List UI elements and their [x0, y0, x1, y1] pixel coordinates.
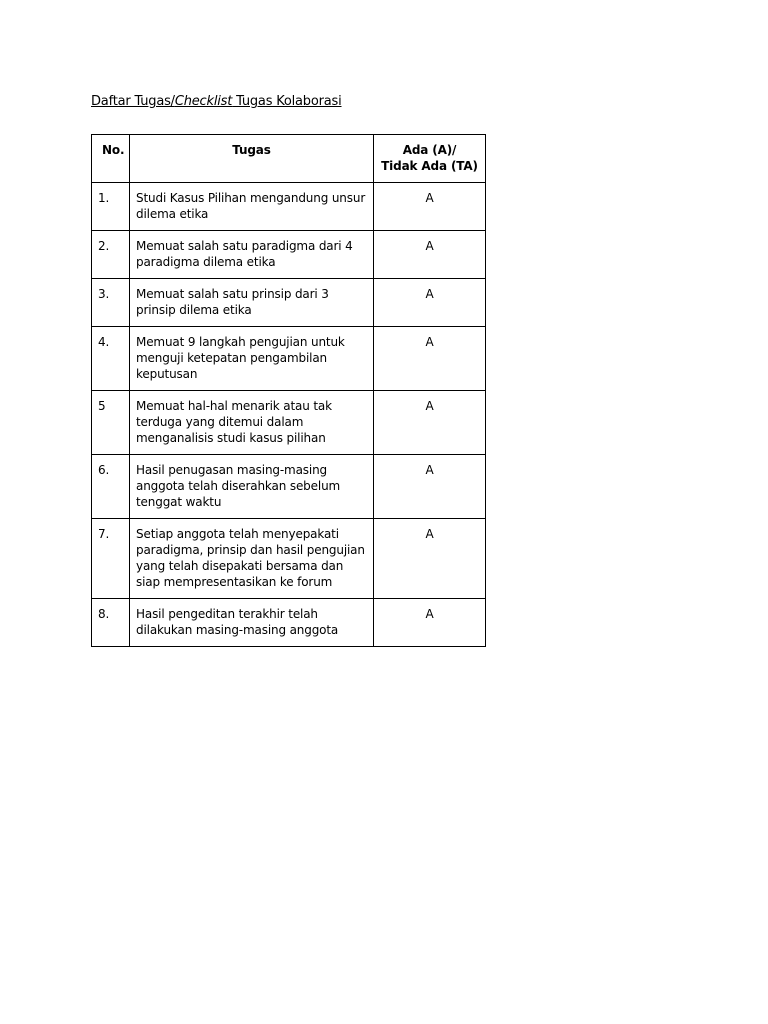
- header-no: No.: [92, 135, 130, 183]
- row-number: 2.: [92, 231, 130, 279]
- row-number: 5: [92, 391, 130, 455]
- row-status: A: [374, 455, 486, 519]
- row-number: 1.: [92, 183, 130, 231]
- page-title: [91, 94, 342, 109]
- row-task: Memuat salah satu paradigma dari 4 paradigma dilema etika: [130, 231, 374, 279]
- title-part-2: Checklist: [174, 94, 233, 109]
- row-task: Memuat salah satu prinsip dari 3 prinsip dilema etika: [130, 279, 374, 327]
- row-number: 8.: [92, 599, 130, 647]
- row-task: Hasil penugasan masing-masing anggota telah diserahkan sebelum tenggat waktu: [130, 455, 374, 519]
- row-status: A: [374, 599, 486, 647]
- table-row: [92, 599, 486, 647]
- row-task: Memuat 9 langkah pengujian untuk menguji ketepatan pengambilan keputusan: [130, 327, 374, 391]
- table-row: [92, 327, 486, 391]
- row-number: 6.: [92, 455, 130, 519]
- title-part-3: Tugas Kolaborasi: [232, 94, 342, 109]
- title-part-1: Daftar Tugas/: [91, 94, 175, 109]
- header-row: [92, 135, 486, 183]
- row-status: A: [374, 327, 486, 391]
- checklist-table: [91, 134, 486, 647]
- row-task: Setiap anggota telah menyepakati paradigma, prinsip dan hasil pengujian yang telah disepakati bersama dan siap mempresentasikan ke forum: [130, 519, 374, 599]
- row-number: 7.: [92, 519, 130, 599]
- row-status: A: [374, 391, 486, 455]
- table-row: [92, 279, 486, 327]
- table-row: [92, 183, 486, 231]
- row-status: A: [374, 183, 486, 231]
- row-status: A: [374, 279, 486, 327]
- table-row: [92, 455, 486, 519]
- row-number: 3.: [92, 279, 130, 327]
- header-status: [374, 135, 486, 183]
- row-task: Hasil pengeditan terakhir telah dilakukan masing-masing anggota: [130, 599, 374, 647]
- table-row: [92, 391, 486, 455]
- row-number: 4.: [92, 327, 130, 391]
- row-task: Memuat hal-hal menarik atau tak terduga yang ditemui dalam menganalisis studi kasus pilihan: [130, 391, 374, 455]
- row-status: A: [374, 519, 486, 599]
- row-status: A: [374, 231, 486, 279]
- table-row: [92, 231, 486, 279]
- header-task: Tugas: [130, 135, 374, 183]
- header-status-line-1: Ada (A)/: [402, 143, 457, 157]
- table-row: [92, 519, 486, 599]
- header-status-line-2: Tidak Ada (TA): [381, 159, 478, 173]
- row-task: Studi Kasus Pilihan mengandung unsur dilema etika: [130, 183, 374, 231]
